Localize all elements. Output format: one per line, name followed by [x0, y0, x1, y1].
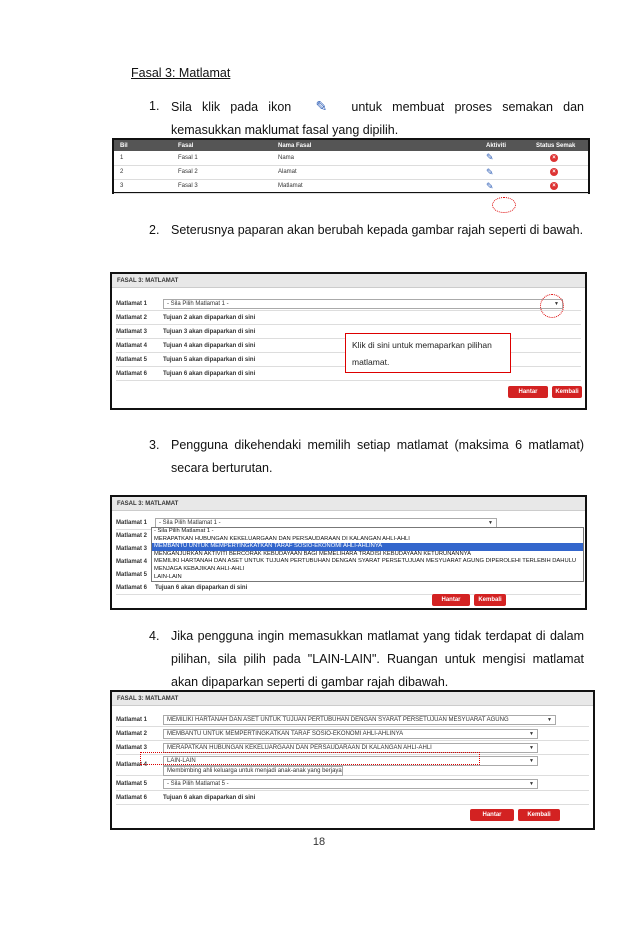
- form-row: Matlamat 5 Tujuan 5 akan dipaparkan di sini: [116, 354, 581, 367]
- form-row: Matlamat 1 - Sila Pilih Matlamat 1 - ▼: [116, 517, 581, 530]
- step-1-text-a: Sila klik pada ikon: [171, 100, 292, 114]
- form-row: Matlamat 4 Tujuan 4 akan dipaparkan di sini: [116, 340, 581, 353]
- form-row: Matlamat 6 Tujuan 6 akan dipaparkan di sini: [116, 368, 581, 381]
- edit-icon[interactable]: ✎: [486, 152, 494, 163]
- matlamat-1-select[interactable]: - Sila Pilih Matlamat 1 - ▼: [155, 518, 497, 528]
- matlamat-1-select[interactable]: MEMILIKI HARTANAH DAN ASET UNTUK TUJUAN PERTUBUHAN DENGAN SYARAT PERSETUJUAN MESYUARAT AGUNG ▼: [163, 715, 556, 725]
- chevron-down-icon: ▼: [529, 758, 534, 764]
- step-4-text: Jika pengguna ingin memasukkan matlamat yang tidak terdapat di dalam pilihan, sila pilih pada "LAIN-LAIN". Ruangan untuk mengisi matlamat akan dipaparkan seperti di gambar rajah dibawah.: [171, 629, 584, 689]
- matlamat-5-select[interactable]: - Sila Pilih Matlamat 5 - ▼: [163, 779, 538, 789]
- col-bil: Bil: [114, 140, 172, 151]
- submit-button[interactable]: Hantar: [470, 809, 514, 821]
- form-title: FASAL 3: MATLAMAT: [112, 274, 585, 288]
- dropdown-option[interactable]: LAIN-LAIN: [154, 573, 182, 580]
- callout-tooltip: Klik di sini untuk memaparkan pilihan matlamat.: [345, 333, 511, 373]
- step-1: [149, 95, 584, 142]
- dropdown-option[interactable]: MENJAGA KEBAJIKAN AHLI-AHLI: [154, 565, 245, 572]
- matlamat-4-text-input[interactable]: Membimbing ahli keluarga untuk menjadi anak-anak yang berjaya: [163, 766, 343, 776]
- dropdown-screenshot: FASAL 3: MATLAMAT Matlamat 1 - Sila Pilih Matlamat 1 - ▼ Matlamat 2 Matlamat 3 Matlamat 4 Matlamat 5 Matlamat 6 Tujuan 6 akan dipaparkan di sini Hantar Kembali: [110, 495, 587, 610]
- matlamat-dropdown-list: [151, 527, 584, 582]
- section-heading: Fasal 3: Matlamat: [131, 66, 231, 80]
- form-row: Matlamat 2 Tujuan 2 akan dipaparkan di sini: [116, 312, 581, 325]
- back-button[interactable]: Kembali: [474, 594, 506, 606]
- col-aktiviti: Aktiviti: [480, 140, 530, 151]
- dropdown-option-selected[interactable]: MEMBANTU UNTUK MEMPERTINGKATKAN TARAF SOSIO-EKONOMI AHLI-AHLINYA: [152, 543, 583, 551]
- step-4: [149, 625, 584, 694]
- table-row: 3 Fasal 3 Matlamat ✎ ×: [114, 179, 588, 193]
- form-row: Matlamat 2 MEMBANTU UNTUK MEMPERTINGKATKAN TARAF SOSIO-EKONOMI AHLI-AHLINYA ▼: [116, 728, 589, 741]
- step-number: 1.: [149, 99, 160, 113]
- fasal-table: [114, 140, 588, 194]
- page-number: 18: [312, 836, 326, 848]
- step-2-text: Seterusnya paparan akan berubah kepada gambar rajah seperti di bawah.: [171, 223, 584, 237]
- col-nama-fasal: Nama Fasal: [272, 140, 480, 151]
- chevron-down-icon: ▼: [554, 301, 559, 307]
- form-row: Matlamat 3 MERAPATKAN HUBUNGAN KEKELUARGAAN DAN PERSAUDARAAN DI KALANGAN AHLI-AHLI ▼: [116, 742, 589, 755]
- dropdown-option[interactable]: MENGANJURKAN AKTIVITI BERCORAK KEBUDAYAAN BAGI MEMELIHARA TRADISI KEBUDAYAAN KETURUNANNYA: [154, 550, 471, 557]
- step-number: 3.: [149, 438, 160, 452]
- chevron-down-icon: ▼: [529, 781, 534, 787]
- form-row: Matlamat 1 MEMILIKI HARTANAH DAN ASET UNTUK TUJUAN PERTUBUHAN DENGAN SYARAT PERSETUJUAN MESYUARAT AGUNG ▼: [116, 714, 589, 727]
- back-button[interactable]: Kembali: [518, 809, 560, 821]
- chevron-down-icon: ▼: [529, 745, 534, 751]
- step-number: 2.: [149, 223, 160, 237]
- chevron-down-icon: ▼: [529, 731, 534, 737]
- dropdown-option[interactable]: MEMILIKI HARTANAH DAN ASET UNTUK TUJUAN PERTUBUHAN DENGAN SYARAT PERSETUJUAN MESYUARAT AGUNG DIPEROLEHI TERLEBIH DAHULU: [154, 558, 577, 565]
- edit-icon[interactable]: ✎: [486, 166, 494, 177]
- highlight-circle: [540, 294, 564, 318]
- pencil-icon: ✎: [315, 98, 328, 114]
- highlight-circle: [492, 197, 516, 213]
- form-row: Matlamat 5 - Sila Pilih Matlamat 5 - ▼: [116, 778, 589, 791]
- back-button[interactable]: Kembali: [552, 386, 582, 398]
- step-1-text-b: untuk membuat proses semakan dan kemasukkan maklumat fasal yang dipilih.: [171, 100, 584, 137]
- fasal-table-screenshot: [112, 138, 590, 194]
- step-3: [149, 434, 584, 480]
- form-row: Matlamat 3 Tujuan 3 akan dipaparkan di sini: [116, 326, 581, 339]
- col-fasal: Fasal: [172, 140, 272, 151]
- matlamat-1-select[interactable]: - Sila Pilih Matlamat 1 - ▼: [163, 299, 563, 309]
- chevron-down-icon: ▼: [488, 520, 493, 526]
- form-title: FASAL 3: MATLAMAT: [112, 692, 593, 706]
- col-status: Status Semak: [530, 140, 588, 151]
- table-row: 1 Fasal 1 Nama ✎ ×: [114, 151, 588, 165]
- form-row: Matlamat 6 Tujuan 6 akan dipaparkan di sini: [116, 582, 581, 595]
- step-3-text: Pengguna dikehendaki memilih setiap matlamat (maksima 6 matlamat) secara berturutan.: [171, 438, 584, 475]
- step-2: [149, 219, 584, 242]
- x-status-icon: ×: [550, 182, 558, 190]
- form-row: Matlamat 4 LAIN-LAIN ▼ Membimbing ahli keluarga untuk menjadi anak-anak yang berjaya: [116, 756, 589, 776]
- submit-button[interactable]: Hantar: [432, 594, 470, 606]
- chevron-down-icon: ▼: [547, 717, 552, 723]
- form-row: Matlamat 1 - Sila Pilih Matlamat 1 - ▼: [116, 298, 581, 311]
- submit-button[interactable]: Hantar: [508, 386, 548, 398]
- form-title: FASAL 3: MATLAMAT: [112, 497, 585, 511]
- x-status-icon: ×: [550, 168, 558, 176]
- matlamat-2-select[interactable]: MEMBANTU UNTUK MEMPERTINGKATKAN TARAF SOSIO-EKONOMI AHLI-AHLINYA ▼: [163, 729, 538, 739]
- highlight-box: [140, 752, 480, 765]
- table-row: 2 Fasal 2 Alamat ✎ ×: [114, 165, 588, 179]
- x-status-icon: ×: [550, 154, 558, 162]
- edit-icon[interactable]: ✎: [486, 180, 494, 191]
- matlamat-4-select[interactable]: LAIN-LAIN ▼: [163, 756, 538, 766]
- dropdown-option[interactable]: - Sila Pilih Matlamat 1 -: [154, 528, 214, 534]
- dropdown-option[interactable]: MERAPATKAN HUBUNGAN KEKELUARGAAN DAN PERSAUDARAAN DI KALANGAN AHLI-AHLI: [154, 535, 410, 542]
- matlamat-3-select[interactable]: MERAPATKAN HUBUNGAN KEKELUARGAAN DAN PERSAUDARAAN DI KALANGAN AHLI-AHLI ▼: [163, 743, 538, 753]
- step-number: 4.: [149, 629, 160, 643]
- form-row: Matlamat 6 Tujuan 6 akan dipaparkan di sini: [116, 792, 589, 805]
